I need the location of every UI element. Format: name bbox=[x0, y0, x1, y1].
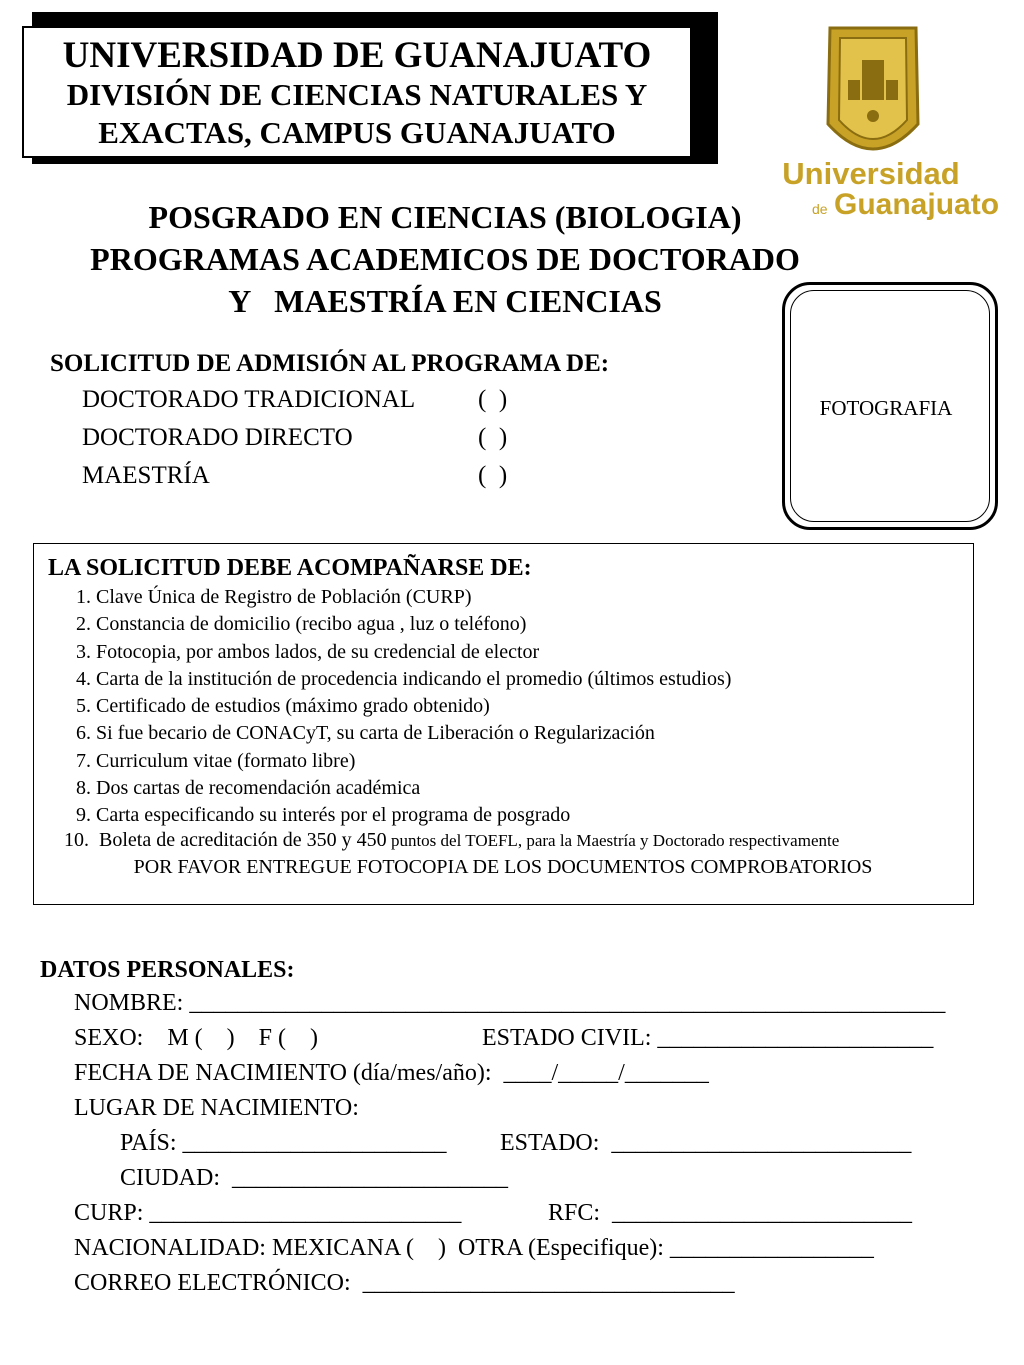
requirement-item-10 bbox=[64, 829, 839, 852]
nombre-field[interactable]: NOMBRE: _______________________________________________________________ bbox=[74, 990, 946, 1016]
title-line-3: Y MAESTRÍA EN CIENCIAS bbox=[228, 283, 662, 319]
program-checkbox[interactable]: ( ) bbox=[478, 462, 508, 489]
logo-word-de: de bbox=[812, 201, 828, 217]
datos-title: DATOS PERSONALES: bbox=[40, 957, 295, 983]
list-item: 6. Si fue becario de CONACyT, su carta de Liberación o Regularización bbox=[76, 722, 655, 745]
item10-main: 10. Boleta de acreditación de 350 y 450 bbox=[64, 829, 387, 851]
rfc-field[interactable]: RFC: _________________________ bbox=[548, 1200, 913, 1226]
program-name: MAESTRÍA bbox=[82, 462, 210, 489]
program-checkbox[interactable]: ( ) bbox=[478, 386, 508, 413]
program-title bbox=[50, 196, 840, 322]
program-checkbox[interactable]: ( ) bbox=[478, 424, 508, 451]
university-seal-icon bbox=[768, 24, 1000, 221]
program-option-doctorado-directo[interactable] bbox=[82, 424, 532, 460]
header-division: DIVISIÓN DE CIENCIAS NATURALES Y bbox=[66, 77, 648, 112]
curp-field[interactable]: CURP: __________________________ bbox=[74, 1200, 462, 1226]
program-option-doctorado-tradicional[interactable] bbox=[82, 386, 532, 422]
header-campus: EXACTAS, CAMPUS GUANAJUATO bbox=[98, 115, 616, 150]
list-item: 7. Curriculum vitae (formato libre) bbox=[76, 749, 356, 772]
header-box bbox=[22, 26, 692, 158]
requirements-title: LA SOLICITUD DEBE ACOMPAÑARSE DE: bbox=[48, 555, 532, 581]
photo-label: FOTOGRAFIA bbox=[819, 396, 953, 420]
program-name: DOCTORADO DIRECTO bbox=[82, 424, 353, 451]
correo-field[interactable]: CORREO ELECTRÓNICO: _______________________________ bbox=[74, 1270, 735, 1296]
list-item: 3. Fotocopia, por ambos lados, de su credencial de elector bbox=[76, 640, 540, 663]
lugar-nacimiento-label: LUGAR DE NACIMIENTO: bbox=[74, 1095, 359, 1121]
program-name: DOCTORADO TRADICIONAL bbox=[82, 386, 416, 413]
pais-field[interactable]: PAÍS: ______________________ bbox=[120, 1130, 447, 1156]
list-item: 2. Constancia de domicilio (recibo agua , luz o teléfono) bbox=[76, 613, 527, 636]
title-line-1: POSGRADO EN CIENCIAS (BIOLOGIA) bbox=[148, 199, 742, 235]
list-item: 1. Clave Única de Registro de Población (CURP) bbox=[76, 586, 472, 608]
logo-word-guanajuato: Guanajuato bbox=[834, 188, 1000, 221]
university-logo bbox=[768, 24, 1000, 221]
list-item: 8. Dos cartas de recomendación académica bbox=[76, 777, 421, 800]
list-item: 9. Carta especificando su interés por el programa de posgrado bbox=[76, 804, 571, 827]
logo-word-universidad: Universidad bbox=[782, 156, 960, 191]
title-line-2: PROGRAMAS ACADEMICOS DE DOCTORADO bbox=[90, 241, 800, 277]
program-option-maestria[interactable] bbox=[82, 462, 532, 498]
requirements-list bbox=[76, 584, 966, 830]
nacionalidad-field[interactable]: NACIONALIDAD: MEXICANA ( ) OTRA (Especifique): _________________ bbox=[74, 1235, 874, 1261]
sexo-field[interactable]: SEXO: M ( ) F ( ) bbox=[74, 1025, 318, 1051]
item10-small: puntos del TOEFL, para la Maestría y Doctorado respectivamente bbox=[386, 831, 840, 850]
list-item: 4. Carta de la institución de procedencia indicando el promedio (últimos estudios) bbox=[76, 667, 732, 690]
fecha-nacimiento-field[interactable]: FECHA DE NACIMIENTO (día/mes/año): ____/_____/_______ bbox=[74, 1060, 709, 1086]
header-university: UNIVERSIDAD DE GUANAJUATO bbox=[62, 35, 652, 76]
list-item: 5. Certificado de estudios (máximo grado obtenido) bbox=[76, 695, 490, 718]
requirements-note: POR FAVOR ENTREGUE FOTOCOPIA DE LOS DOCUMENTOS COMPROBATORIOS bbox=[133, 856, 873, 878]
estado-field[interactable]: ESTADO: _________________________ bbox=[500, 1130, 912, 1156]
estado-civil-field[interactable]: ESTADO CIVIL: _______________________ bbox=[482, 1025, 934, 1051]
ciudad-field[interactable]: CIUDAD: _______________________ bbox=[120, 1165, 508, 1191]
solicitud-title: SOLICITUD DE ADMISIÓN AL PROGRAMA DE: bbox=[50, 350, 610, 377]
